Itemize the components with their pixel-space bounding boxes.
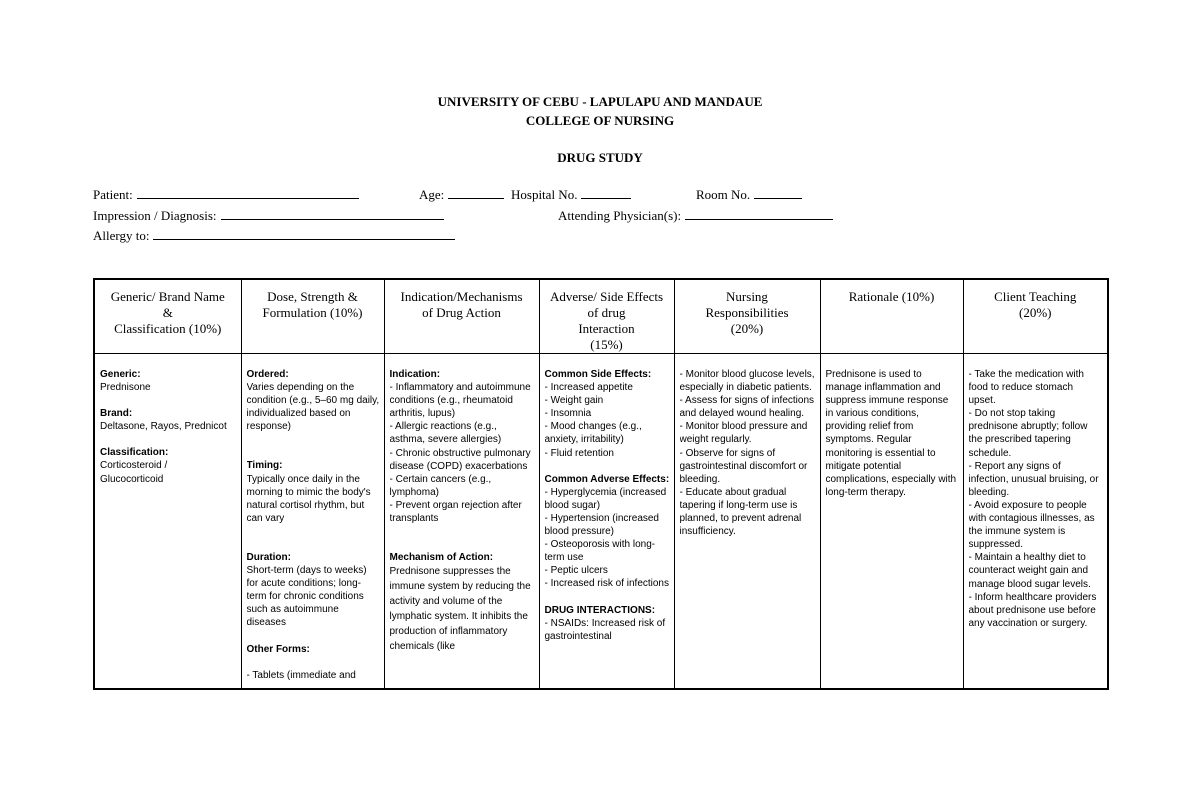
side-effect-item: - Mood changes (e.g., anxiety, irritability)	[544, 421, 642, 446]
cell-nursing	[674, 354, 820, 690]
timing-label: Timing:	[246, 460, 283, 472]
header-dose-line1: Dose, Strength &	[267, 289, 358, 304]
impression-line[interactable]	[221, 207, 444, 220]
header-nursing-line3: (20%)	[730, 321, 764, 336]
generic-label: Generic:	[100, 369, 141, 380]
table-body-row	[94, 354, 1108, 690]
header-dose	[241, 279, 384, 354]
mechanism-value: Prednisone suppresses the immune system by reducing the activity and volume of the lymphatic system. It inhibits the production of inflammatory chemicals (like	[389, 566, 531, 653]
classification-label: Classification:	[100, 447, 169, 459]
adverse-effect-item: - Hyperglycemia (increased blood sugar)	[544, 486, 667, 511]
timing-value: Typically once daily in the morning to mimic the body's natural cortisol rhythm, but can vary	[246, 473, 371, 524]
physician-line[interactable]	[685, 207, 833, 220]
teaching-item: - Maintain a healthy diet to counteract weight gain and manage blood sugar levels.	[968, 552, 1091, 590]
cell-indication	[384, 354, 539, 690]
brand-value: Deltasone, Rayos, Prednicot	[100, 421, 227, 433]
physician-field[interactable]	[558, 207, 833, 224]
physician-label: Attending Physician(s):	[558, 208, 682, 223]
adverse-effects-label: Common Adverse Effects:	[544, 473, 670, 485]
other-forms-value: - Tablets (immediate and	[246, 669, 356, 681]
header-indication	[384, 279, 539, 354]
side-effect-item: - Increased appetite	[544, 382, 633, 394]
indication-item: - Chronic obstructive pulmonary disease (COPD) exacerbations	[389, 447, 531, 472]
nursing-item: - Monitor blood glucose levels, especially in diabetic patients.	[679, 369, 815, 394]
adverse-effect-item: - Osteoporosis with long-term use	[544, 539, 656, 564]
cell-teaching	[963, 354, 1108, 690]
teaching-item: - Do not stop taking prednisone abruptly; follow the prescribed tapering schedule.	[968, 408, 1088, 459]
brand-label: Brand:	[100, 408, 133, 420]
nursing-item: - Assess for signs of infections and delayed wound healing.	[679, 395, 815, 420]
header-generic-line1: Generic/ Brand Name	[110, 289, 225, 304]
patient-field[interactable]	[93, 186, 359, 203]
teaching-item: - Report any signs of infection, unusual bruising, or bleeding.	[968, 460, 1099, 498]
nursing-item: - Monitor blood pressure and weight regularly.	[679, 421, 808, 446]
header-nursing-line1: Nursing	[726, 289, 768, 304]
cell-dose	[241, 354, 384, 690]
patient-label: Patient:	[93, 187, 133, 202]
mechanism-label: Mechanism of Action:	[389, 552, 494, 564]
drug-interactions-value: - NSAIDs: Increased risk of gastrointestinal	[544, 617, 666, 642]
side-effect-item: - Weight gain	[544, 395, 604, 407]
room-no-line[interactable]	[754, 186, 802, 199]
adverse-effect-item: - Peptic ulcers	[544, 565, 608, 577]
page-title: DRUG STUDY	[557, 150, 643, 165]
header-adverse	[539, 279, 674, 354]
duration-value: Short-term (days to weeks) for acute conditions; long-term for chronic conditions such as autoimmune diseases	[246, 565, 367, 629]
cell-rationale	[820, 354, 963, 690]
side-effect-item: - Insomnia	[544, 408, 592, 420]
allergy-field[interactable]	[93, 227, 455, 244]
indication-label: Indication:	[389, 369, 441, 380]
teaching-item: - Inform healthcare providers about prednisone use before any vaccination or surgery.	[968, 591, 1097, 629]
teaching-item: - Take the medication with food to reduce stomach upset.	[968, 369, 1084, 407]
age-line[interactable]	[448, 186, 504, 199]
header-adverse-line4: (15%)	[590, 337, 623, 352]
header-adverse-line1: Adverse/ Side Effects	[549, 289, 664, 304]
header-generic-line2: &	[162, 305, 173, 320]
age-field[interactable]	[419, 186, 504, 203]
drug-study-table	[93, 278, 1109, 690]
drug-interactions-label: DRUG INTERACTIONS:	[544, 604, 656, 616]
ordered-value: Varies depending on the condition (e.g., 5–60 mg daily, individualized based on response)	[246, 382, 380, 433]
nursing-item: - Observe for signs of gastrointestinal discomfort or bleeding.	[679, 447, 808, 485]
age-label: Age:	[419, 187, 445, 202]
indication-item: - Allergic reactions (e.g., asthma, severe allergies)	[389, 421, 502, 446]
allergy-label: Allergy to:	[93, 228, 150, 243]
indication-item: - Certain cancers (e.g., lymphoma)	[389, 473, 492, 498]
patient-line[interactable]	[137, 186, 359, 199]
header-teaching	[963, 279, 1108, 354]
header-generic	[94, 279, 241, 354]
duration-label: Duration:	[246, 551, 291, 563]
header-adverse-line2: of drug	[587, 305, 626, 320]
hospital-no-field[interactable]	[511, 186, 631, 203]
indication-item: - Prevent organ rejection after transplants	[389, 499, 522, 525]
university-title: UNIVERSITY OF CEBU - LAPULAPU AND MANDAUE	[437, 94, 763, 109]
ordered-label: Ordered:	[246, 369, 289, 380]
indication-item: - Inflammatory and autoimmune conditions (e.g., rheumatoid arthritis, lupus)	[389, 382, 531, 420]
adverse-effect-item: - Hypertension (increased blood pressure)	[544, 512, 659, 538]
header-rationale	[820, 279, 963, 354]
college-title: COLLEGE OF NURSING	[525, 113, 675, 128]
hospital-no-line[interactable]	[581, 186, 631, 199]
common-side-effects-label: Common Side Effects:	[544, 369, 652, 380]
header-indication-line1: Indication/Mechanisms	[400, 289, 523, 304]
impression-field[interactable]	[93, 207, 444, 224]
header-adverse-line3: Interaction	[578, 321, 635, 336]
classification-value: Corticosteroid / Glucocorticoid	[100, 460, 168, 485]
cell-generic	[94, 354, 241, 690]
table-header-row	[94, 279, 1108, 354]
generic-value: Prednisone	[100, 382, 151, 394]
allergy-line[interactable]	[153, 227, 455, 240]
adverse-effect-item: - Increased risk of infections	[544, 578, 669, 590]
other-forms-label: Other Forms:	[246, 643, 310, 655]
room-no-field[interactable]	[696, 186, 802, 203]
teaching-item: - Avoid exposure to people with contagious illnesses, as the immune system is suppressed.	[968, 499, 1095, 551]
room-no-label: Room No.	[696, 187, 751, 202]
header-indication-line2: of Drug Action	[422, 305, 501, 320]
header-nursing-line2: Responsibilities	[705, 305, 789, 320]
hospital-no-label: Hospital No.	[511, 187, 578, 202]
header-teaching-line1: Client Teaching	[994, 289, 1077, 304]
header-teaching-line2: (20%)	[1019, 305, 1052, 320]
header-dose-line2: Formulation (10%)	[262, 305, 363, 320]
header-rationale-line1: Rationale (10%)	[848, 289, 935, 304]
nursing-item: - Educate about gradual tapering if long-term use is planned, to prevent adrenal insufficiency.	[679, 486, 802, 538]
impression-label: Impression / Diagnosis:	[93, 208, 217, 223]
side-effect-item: - Fluid retention	[544, 447, 614, 459]
header-generic-line3: Classification (10%)	[114, 321, 222, 336]
rationale-text: Prednisone is used to manage inflammation and suppress immune response in various conditions, providing relief from symptoms. Regular monitoring is essential to mitigate potential complications, especially with long-term therapy.	[825, 369, 957, 498]
cell-adverse	[539, 354, 674, 690]
header-nursing	[674, 279, 820, 354]
